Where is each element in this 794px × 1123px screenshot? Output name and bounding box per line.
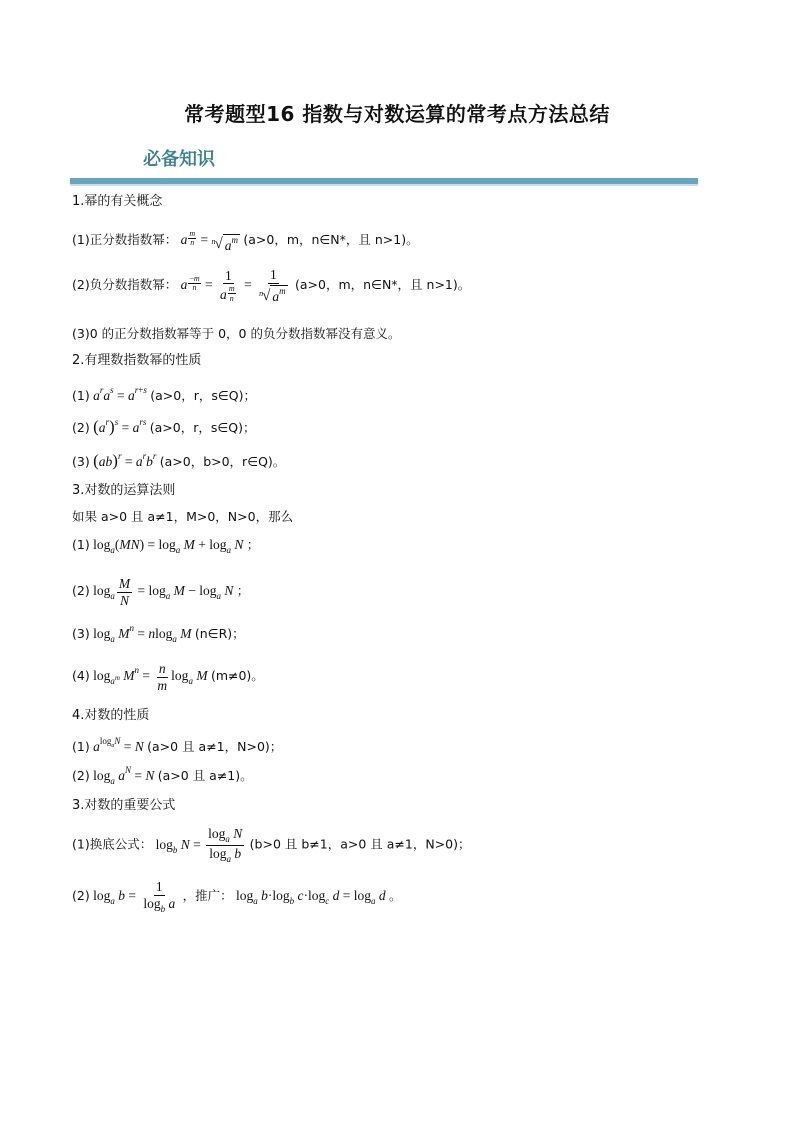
formula-log-power: (3) $\log_a M^n = nlog_a$ M (n∈R)； (72, 623, 245, 644)
zero-power-note: (3)0 的正分数指数幂等于 0，0 的负分数指数幂没有意义。 (72, 326, 401, 341)
formula-log-quotient: (2) $\log_a$ $\frac{M}{N}$ = $\log_a M - \log_a N$ ； (72, 576, 250, 608)
math-expression: $\log_a a^N = N$ (93, 765, 155, 786)
formula-power-of-power: (2) $(a^r)^s = a^{rs}$ (a>0，r，s∈Q)； (72, 417, 256, 436)
heading-important-log-formulas: 3.对数的重要公式 (72, 798, 176, 813)
math-expression: $(a^r)^s = a^{rs}$ (93, 417, 147, 436)
math-expression: $\log_a b$ = $\frac{1}{\log_b a}$ (93, 879, 176, 914)
math-expression: $\log_a$ $\frac{M}{N}$ = $\log_a M - \log_a N$ (93, 576, 234, 608)
formula-log-of-exp: (2) $\log_a a^N = N$ (a>0 且 a≠1)。 (72, 765, 253, 786)
formula-exp-of-log: (1) $a^{log_aN} = N$ (a>0 且 a≠1，N>0)； (72, 736, 283, 754)
math-expression: $\log_a b\cdot\log_b$ $c\cdot\log_c$ $d = \log_a d$ (236, 887, 386, 906)
math-expression: a $\frac{-m}{n}$ = 1 a $\frac{m}{n}$ = 1 n √ $a^m$ (180, 267, 286, 304)
log-rules-condition: 如果 a>0 且 a≠1，M>0，N>0，那么 (72, 509, 294, 524)
formula-reciprocal-and-chain: (2) $\log_a b$ = $\frac{1}{\log_b a}$ ，推广： $\log_a b\cdot\log_b$ $c\cdot\log_c$ $d = \log_a d$ 。 (72, 879, 402, 914)
math-expression: $\log_a(MN) = \log_a M + \log_a N$ (93, 537, 244, 555)
section-divider (70, 178, 698, 184)
heading-power-concepts: 1.幂的有关概念 (72, 194, 163, 209)
section-heading: 必备知识 (143, 149, 215, 170)
formula-change-of-base: (1)换底公式： $\log_b N$ = $\frac{\log_a N}{\log_a b}$ (b>0 且 b≠1，a>0 且 a≠1，N>0)； (72, 826, 471, 864)
formula-product-of-powers: (1) $a^ra^s = a^{r+s}$ (a>0，r，s∈Q)； (72, 385, 256, 403)
math-expression: $(ab)^r = a^rb^r$ (93, 451, 157, 470)
page-title: 常考题型16 指数与对数运算的常考点方法总结 (184, 102, 610, 126)
math-expression: $\log_{a^m} M^n$ = $\frac{n}{m}$ $\log_a M$ (93, 661, 208, 693)
formula-negative-fractional-power: (2)负分数指数幂： a $\frac{-m}{n}$ = 1 a $\frac{m}{n}$ = 1 n √ $a^m$ (a>0，m，n∈N*，且 n>1)。 (72, 267, 471, 304)
math-expression: $\log_b N$ = $\frac{\log_a N}{\log_a b}$ (155, 826, 243, 864)
heading-rational-power-properties: 2.有理数指数幂的性质 (72, 353, 202, 368)
heading-log-operation-rules: 3.对数的运算法则 (72, 483, 176, 498)
formula-log-base-power: (4) $\log_{a^m} M^n$ = $\frac{n}{m}$ $\log_a M$ (m≠0)。 (72, 661, 264, 693)
formula-positive-fractional-power: (1)正分数指数幂： a $\frac{m}{n}$ = n √ $a^m$ (a>0，m，n∈N*，且 n>1)。 (72, 229, 419, 253)
math-expression: $a^ra^s = a^{r+s}$ (93, 385, 147, 403)
heading-log-properties: 4.对数的性质 (72, 708, 150, 723)
math-expression: $\log_a M^n = nlog_a$ M (93, 623, 192, 644)
formula-power-of-product: (3) $(ab)^r = a^rb^r$ (a>0，b>0，r∈Q)。 (72, 451, 286, 470)
formula-log-product: (1) $\log_a(MN) = \log_a M + \log_a N$ ； (72, 537, 260, 555)
math-expression: a $\frac{m}{n}$ = n √ $a^m$ (180, 229, 238, 253)
math-expression: $a^{log_aN} = N$ (93, 736, 144, 754)
